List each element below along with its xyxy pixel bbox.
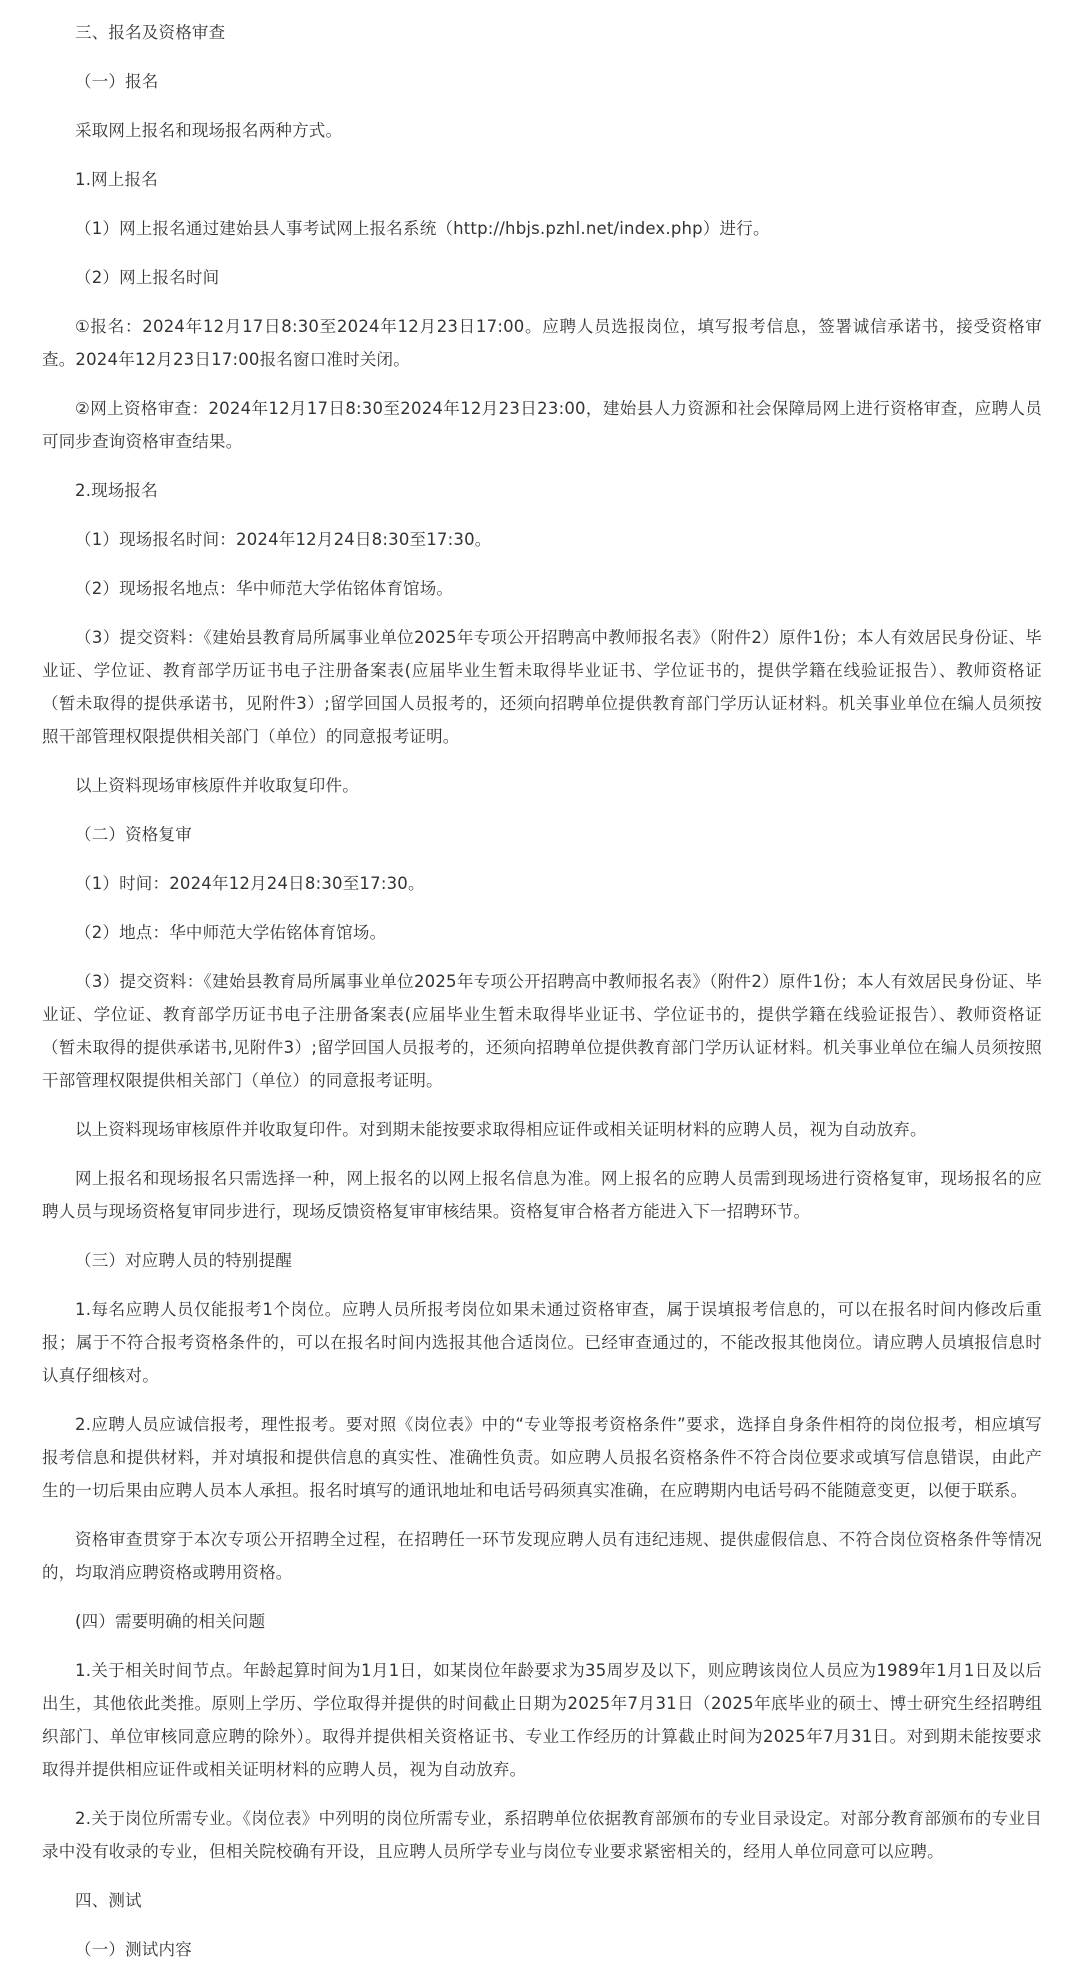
paragraph: ②网上资格审查：2024年12月17日8:30至2024年12月23日23:00，建始县人力资源和社会保障局网上进行资格审查，应聘人员可同步查询资格审查结果。 [42,399,1042,451]
subsection-heading: （一）报名 [75,72,159,91]
paragraph: （2）网上报名时间 [75,268,220,287]
paragraph: 网上报名和现场报名只需选择一种，网上报名的以网上报名信息为准。网上报名的应聘人员需到现场进行资格复审，现场报名的应聘人员与现场资格复审同步进行，现场反馈资格复审审核结果。资格复审合格者方能进入下一招聘环节。 [42,1169,1042,1221]
paragraph: 以上资料现场审核原件并收取复印件。对到期未能按要求取得相应证件或相关证明材料的应聘人员，视为自动放弃。 [75,1120,927,1139]
paragraph: （3）提交资料：《建始县教育局所属事业单位2025年专项公开招聘高中教师报名表》（附件2）原件1份；本人有效居民身份证、毕业证、学位证、教育部学历证书电子注册备案表(应届毕业生暂未取得毕业证书、学位证书的，提供学籍在线验证报告）、教师资格证（暂未取得的提供承诺书,见附件3）;留学回国人员报考的，还须向招聘单位提供教育部门学历认证材料。机关事业单位在编人员须按照干部管理权限提供相关部门（单位）的同意报考证明。 [42,972,1042,1090]
paragraph: 2.关于岗位所需专业。《岗位表》中列明的岗位所需专业，系招聘单位依据教育部颁布的专业目录设定。对部分教育部颁布的专业目录中没有收录的专业，但相关院校确有开设，且应聘人员所学专业与岗位专业要求紧密相关的，经用人单位同意可以应聘。 [42,1809,1042,1861]
paragraph: （1）网上报名通过建始县人事考试网上报名系统（http://hbjs.pzhl.net/index.php）进行。 [75,219,770,238]
paragraph: （1）时间：2024年12月24日8:30至17:30。 [75,874,425,893]
paragraph: 采取网上报名和现场报名两种方式。 [75,121,343,140]
paragraph: ①报名：2024年12月17日8:30至2024年12月23日17:00。应聘人员选报岗位，填写报考信息，签署诚信承诺书，接受资格审查。2024年12月23日17:00报名窗口准时关闭。 [42,317,1042,369]
article-body [42,16,1042,1982]
paragraph: 资格审查贯穿于本次专项公开招聘全过程，在招聘任一环节发现应聘人员有违纪违规、提供虚假信息、不符合岗位资格条件等情况的，均取消应聘资格或聘用资格。 [42,1530,1042,1582]
subsection-heading: （三）对应聘人员的特别提醒 [75,1251,293,1270]
paragraph: 以上资料现场审核原件并收取复印件。 [75,776,359,795]
paragraph: （2）现场报名地点：华中师范大学佑铭体育馆场。 [75,579,454,598]
paragraph: （3）提交资料：《建始县教育局所属事业单位2025年专项公开招聘高中教师报名表》（附件2）原件1份；本人有效居民身份证、毕业证、学位证、教育部学历证书电子注册备案表(应届毕业生暂未取得毕业证书、学位证书的，提供学籍在线验证报告）、教师资格证（暂未取得的提供承诺书，见附件3）;留学回国人员报考的，还须向招聘单位提供教育部门学历认证材料。机关事业单位在编人员须按照干部管理权限提供相关部门（单位）的同意报考证明。 [42,628,1042,746]
section-heading: 三、报名及资格审查 [75,23,226,42]
paragraph: （2）地点：华中师范大学佑铭体育馆场。 [75,923,387,942]
section-heading: 四、测试 [75,1891,142,1910]
subsection-heading: （二）资格复审 [75,825,192,844]
paragraph: 1.每名应聘人员仅能报考1个岗位。应聘人员所报考岗位如果未通过资格审查，属于误填报考信息的，可以在报名时间内修改后重报；属于不符合报考资格条件的，可以在报名时间内选报其他合适岗位。已经审查通过的，不能改报其他岗位。请应聘人员填报信息时认真仔细核对。 [42,1300,1042,1385]
item-heading: 1.网上报名 [75,170,158,189]
paragraph: （1）现场报名时间：2024年12月24日8:30至17:30。 [75,530,492,549]
subsection-heading: （一）测试内容 [75,1940,192,1959]
paragraph: 2.应聘人员应诚信报考，理性报考。要对照《岗位表》中的“专业等报考资格条件”要求，选择自身条件相符的岗位报考，相应填写报考信息和提供材料，并对填报和提供信息的真实性、准确性负责。如应聘人员报名资格条件不符合岗位要求或填写信息错误，由此产生的一切后果由应聘人员本人承担。报名时填写的通讯地址和电话号码须真实准确，在应聘期内电话号码不能随意变更，以便于联系。 [42,1415,1042,1500]
paragraph: 1.关于相关时间节点。年龄起算时间为1月1日，如某岗位年龄要求为35周岁及以下，则应聘该岗位人员应为1989年1月1日及以后出生，其他依此类推。原则上学历、学位取得并提供的时间截止日期为2025年7月31日（2025年底毕业的硕士、博士研究生经招聘组织部门、单位审核同意应聘的除外）。取得并提供相关资格证书、专业工作经历的计算截止时间为2025年7月31日。对到期未能按要求取得并提供相应证件或相关证明材料的应聘人员，视为自动放弃。 [42,1661,1042,1779]
item-heading: 2.现场报名 [75,481,158,500]
subsection-heading: (四）需要明确的相关问题 [75,1612,266,1631]
